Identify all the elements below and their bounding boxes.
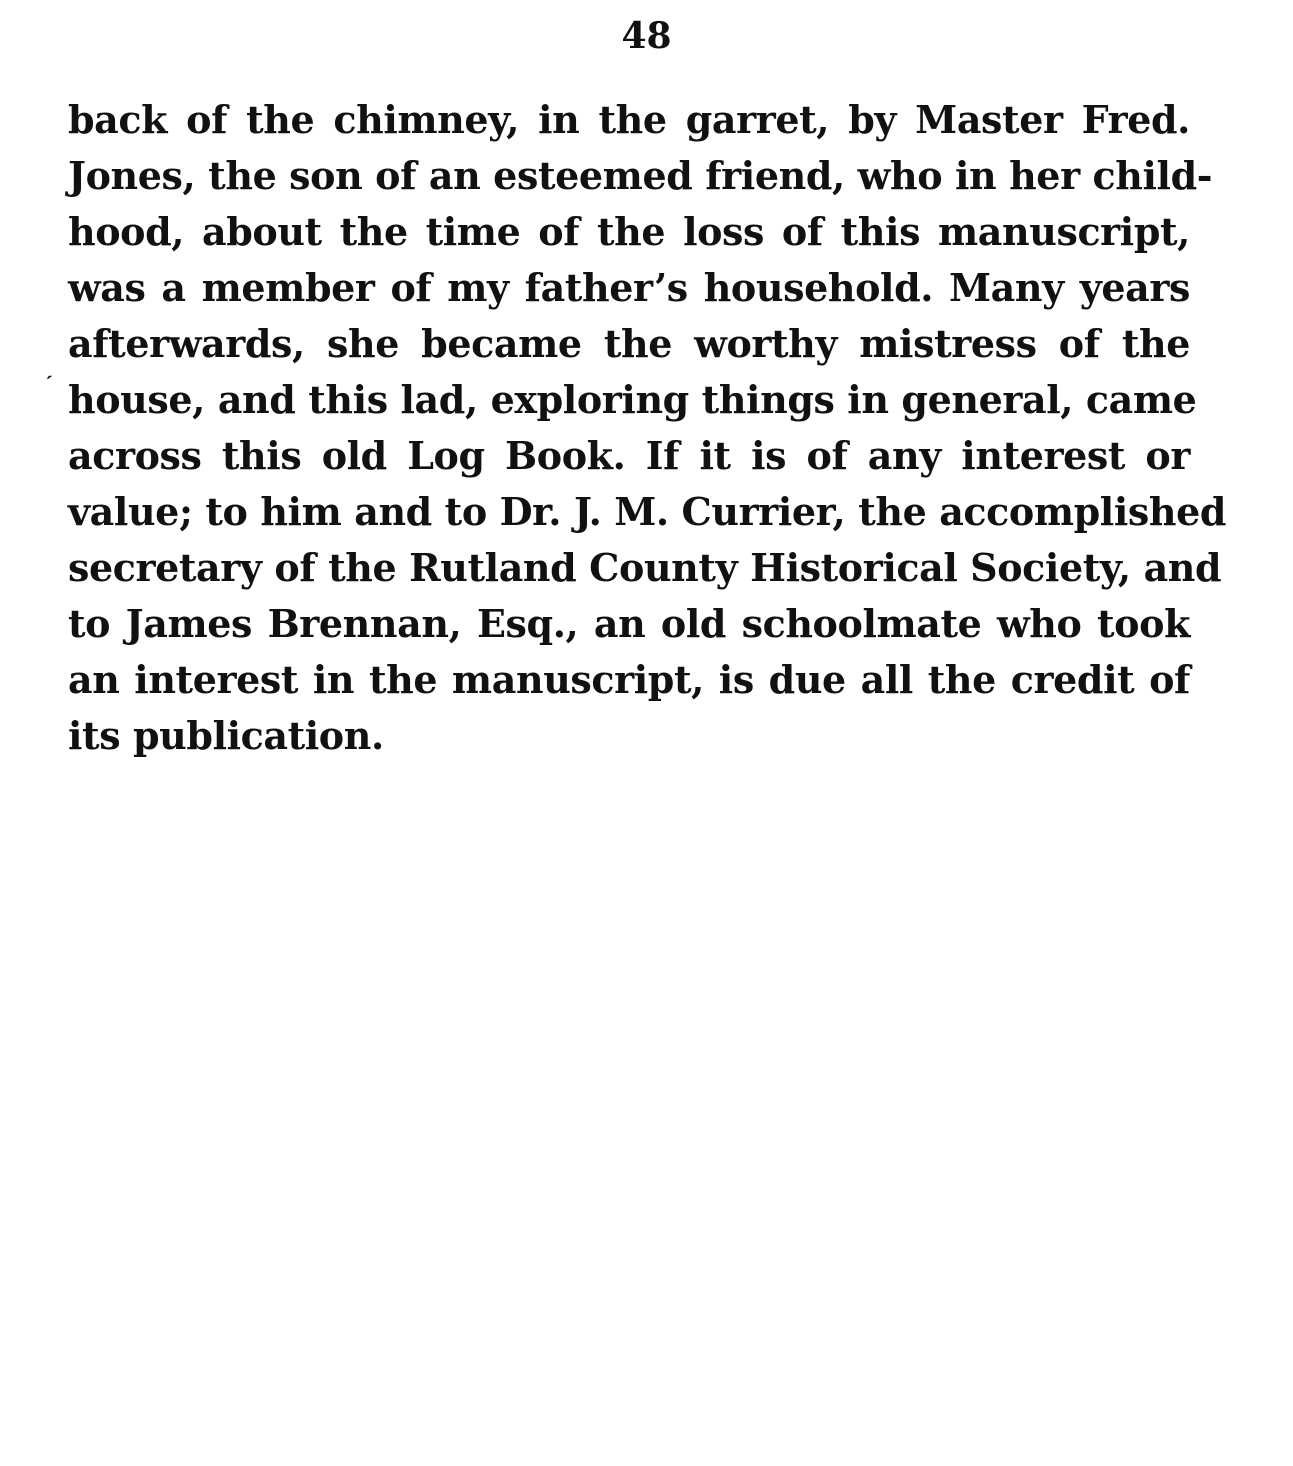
text-line: to James Brennan, Esq., an old schoolmate who took [68,601,1190,646]
text-line: hood, about the time of the loss of this manuscript, [68,209,1190,254]
margin-mark: ˏ [46,354,54,380]
page-number: 48 [621,15,672,57]
text-line: was a member of my father’s household. Many years [68,265,1190,310]
text-line: value; to him and to Dr. J. M. Currier, the accomplished [68,489,1227,534]
text-line: back of the chimney, in the garret, by Master Fred. [68,97,1190,142]
text-line: secretary of the Rutland County Historical Society, and [68,545,1222,590]
text-line: afterwards, she became the worthy mistress of the [68,321,1190,366]
text-line: an interest in the manuscript, is due all the credit of [68,657,1190,702]
text-line: across this old Log Book. If it is of any interest or [68,433,1190,478]
text-line: Jones, the son of an esteemed friend, who in her child- [68,153,1213,198]
text-line-last: its publication. [68,713,384,758]
text-line: house, and this lad, exploring things in general, came [68,377,1197,422]
body-paragraph [68,92,1227,764]
